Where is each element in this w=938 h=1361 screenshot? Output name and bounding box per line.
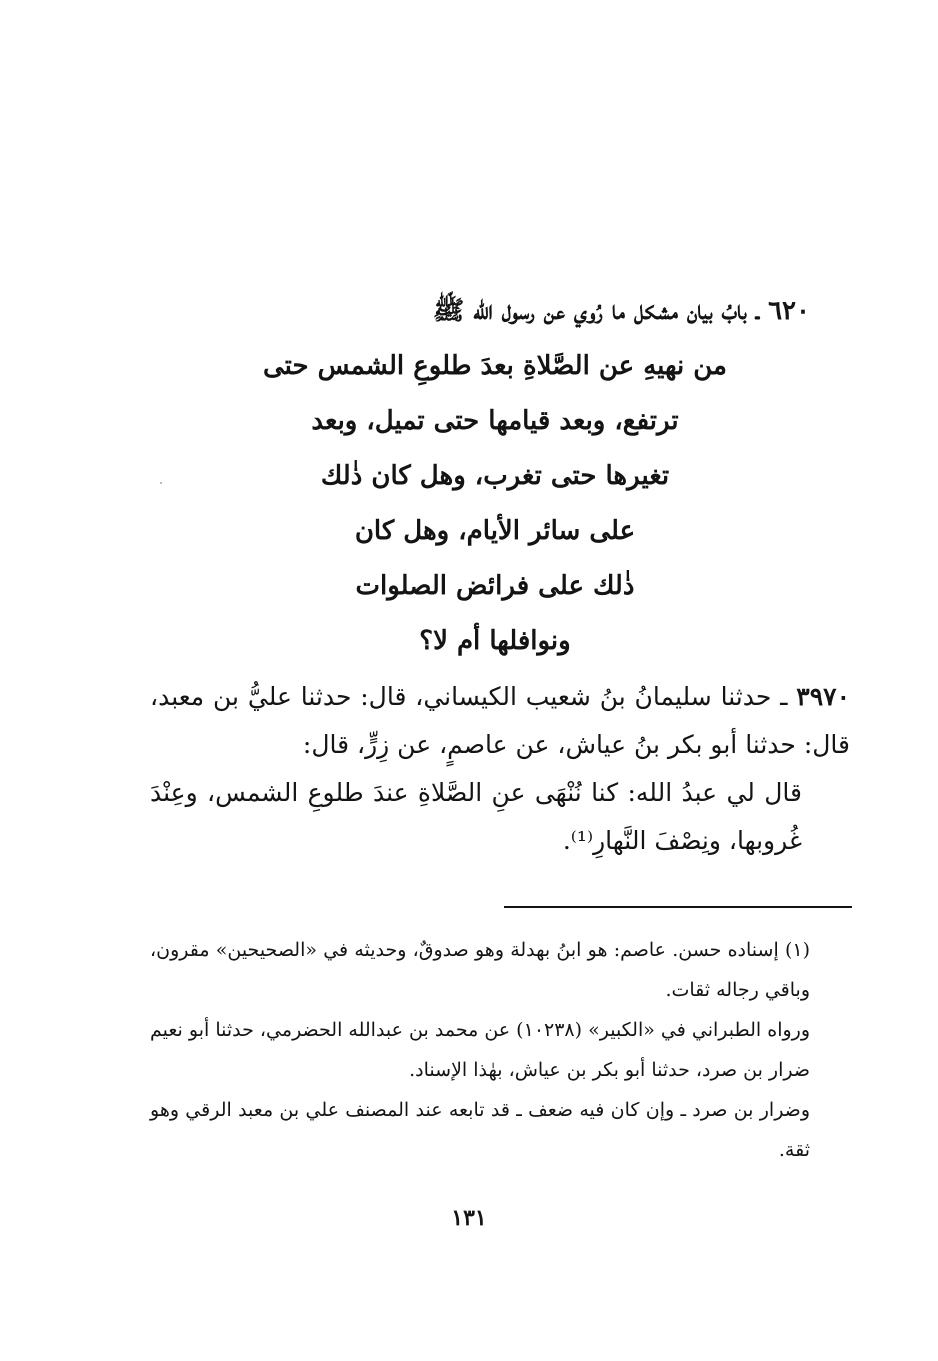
footnote-separator: [504, 906, 852, 908]
chapter-heading-line: ذٰلك على فرائض الصلوات: [355, 571, 635, 601]
hadith-text: [150, 673, 850, 865]
page-number: ١٣١: [451, 1205, 487, 1231]
chapter-heading-line: من نهيهِ عن الصَّلاةِ بعدَ طلوعِ الشمس حتى: [262, 351, 727, 381]
chapter-heading-line: على سائر الأيام، وهل كان: [354, 516, 636, 546]
chapter-heading-line: تغيرها حتى تغرب، وهل كان ذٰلك: [320, 461, 670, 491]
chapter-heading-line: ٦٢٠ ـ بابُ بيان مشكل ما رُوي عن رسول الله ﷺ: [432, 296, 810, 326]
hadith-number: ٣٩٧٠: [796, 682, 850, 711]
chapter-heading-line: ترتفع، وبعد قيامها حتى تميل، وبعد: [311, 406, 679, 436]
footnote-paragraph: ورواه الطبراني في «الكبير» (١٠٢٣٨) عن محمد بن عبدالله الحضرمي، حدثنا أبو نعيم ضرار بن صرد، حدثنا أبو بكر بن عياش، بهٰذا الإسناد.: [150, 1019, 810, 1081]
footnote-paragraph: (١) إسناده حسن. عاصم: هو ابنُ بهدلة وهو صدوقٌ، وحديثه في «الصحيحين» مقرون، وباقي رجاله ثقات.: [150, 939, 810, 1001]
hadith-matn: قال لي عبدُ الله: كنا نُنْهَى عنِ الصَّلاةِ عندَ طلوعِ الشمس، وعِنْدَ غُروبها، ونِصْفَ النَّهارِ⁽¹⁾.: [150, 778, 802, 855]
footnote-paragraph: وضرار بن صرد ـ وإن كان فيه ضعف ـ قد تابعه عند المصنف علي بن معبد الرقي وهو ثقة.: [150, 1099, 810, 1161]
footnotes: [150, 930, 850, 1170]
chapter-heading-line: ونوافلها أم لا؟: [419, 626, 571, 656]
hadith-isnad: ـ حدثنا سليمانُ بنُ شعيب الكيساني، قال: حدثنا عليُّ بن معبد، قال: حدثنا أبو بكر بنُ عياش، عن عاصمٍ، عن زِرٍّ، قال:: [150, 682, 850, 759]
hadith-isnad-paragraph: [150, 673, 850, 769]
chapter-heading: [150, 284, 840, 669]
